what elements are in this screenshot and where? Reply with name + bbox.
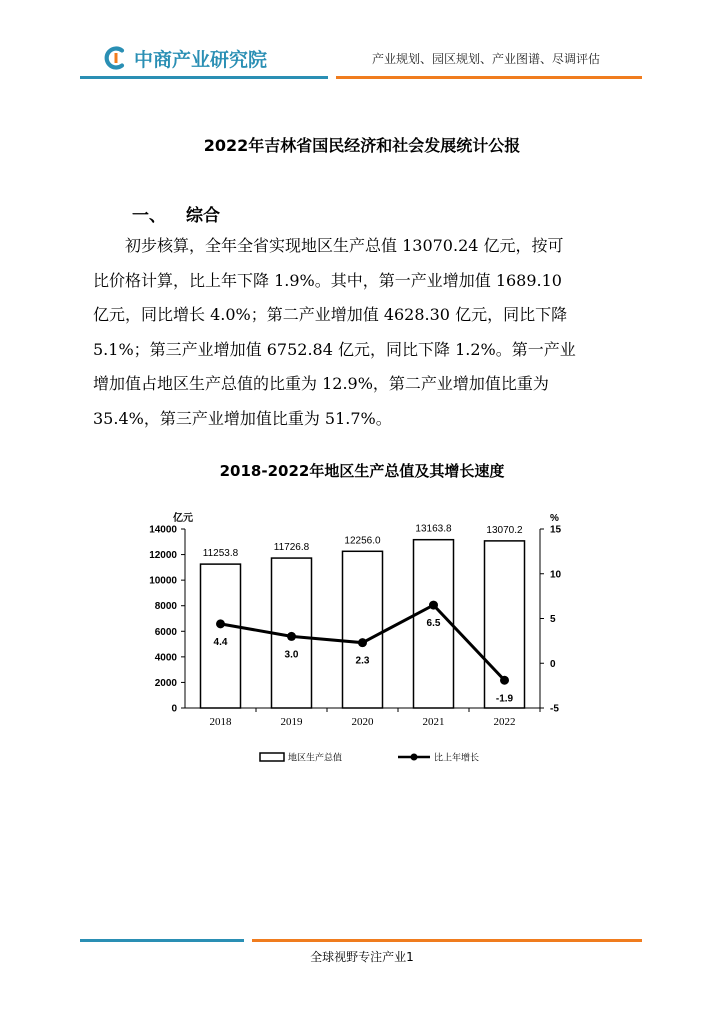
legend-bar-label: 地区生产总值 — [288, 753, 343, 764]
paragraph-line: 初步核算，全年全省实现地区生产总值 13070.24 亿元，按可 — [125, 236, 564, 255]
left-axis-unit: 亿元 — [173, 513, 193, 524]
paragraph-line: 增加值占地区生产总值的比重为 12.9%，第二产业增加值比重为 — [93, 374, 549, 393]
paragraph-line: 35.4%，第三产业增加值比重为 51.7%。 — [93, 408, 392, 428]
gdp-bar-label: 13070.2 — [486, 524, 523, 536]
gdp-bar — [343, 551, 383, 708]
paragraph-line: 比价格计算，比上年下降 1.9%。其中，第一产业增加值 1689.10 — [93, 270, 562, 290]
legend-line-marker — [411, 754, 418, 761]
logo-text: 中商产业研究院 — [134, 48, 268, 71]
section-title: 综合 — [186, 206, 220, 226]
growth-point — [429, 601, 438, 610]
right-tick-label: -5 — [550, 703, 559, 715]
growth-point-label: 6.5 — [426, 618, 441, 630]
footer-divider-blue — [80, 939, 244, 942]
chart-title: 2018-2022年地区生产总值及其增长速度 — [219, 462, 505, 480]
x-tick-label: 2022 — [493, 716, 516, 728]
left-tick-label: 14000 — [149, 524, 177, 536]
legend-bar-swatch — [260, 753, 284, 761]
gdp-chart — [120, 505, 580, 780]
right-tick-label: 15 — [550, 524, 562, 536]
legend-line-label: 比上年增长 — [434, 753, 480, 764]
paragraph-line: 5.1%；第三产业增加值 6752.84 亿元，同比下降 1.2%。第一产业 — [93, 339, 576, 359]
right-axis-unit: % — [550, 513, 559, 524]
left-tick-label: 0 — [171, 703, 177, 715]
document-title: 2022年吉林省国民经济和社会发展统计公报 — [203, 136, 521, 155]
gdp-bar-label: 11253.8 — [202, 548, 239, 560]
footer-divider-orange — [252, 939, 642, 942]
header-tagline: 产业规划、园区规划、产业图谱、尽调评估 — [372, 52, 601, 66]
left-tick-label: 8000 — [154, 601, 177, 613]
growth-point — [358, 638, 367, 647]
section-number: 一、 — [132, 206, 166, 226]
right-tick-label: 0 — [550, 658, 556, 670]
company-logo — [104, 44, 267, 72]
x-tick-label: 2018 — [209, 716, 232, 728]
logo-c-icon — [104, 46, 128, 70]
left-tick-label: 10000 — [149, 575, 177, 587]
left-tick-label: 6000 — [154, 626, 177, 638]
growth-point-label: 2.3 — [355, 655, 370, 667]
header-divider-orange — [336, 76, 642, 79]
left-tick-label: 4000 — [154, 652, 177, 664]
growth-point-label: -1.9 — [495, 693, 514, 705]
summary-paragraph — [93, 229, 645, 436]
growth-point — [500, 676, 509, 685]
x-tick-label: 2020 — [351, 716, 374, 728]
footer-text: 全球视野专注产业1 — [310, 950, 414, 964]
header-divider-blue — [80, 76, 328, 79]
growth-point — [287, 632, 296, 641]
gdp-bar-label: 11726.8 — [273, 542, 310, 554]
growth-point-label: 4.4 — [213, 636, 228, 648]
gdp-bar-label: 13163.8 — [415, 523, 452, 535]
growth-point — [216, 619, 225, 628]
left-tick-label: 12000 — [149, 550, 177, 562]
right-tick-label: 10 — [550, 569, 562, 581]
gdp-bar-label: 12256.0 — [344, 535, 381, 547]
left-tick-label: 2000 — [154, 677, 177, 689]
x-tick-label: 2019 — [280, 716, 303, 728]
x-tick-label: 2021 — [422, 716, 445, 728]
paragraph-line: 亿元，同比增长 4.0%；第二产业增加值 4628.30 亿元，同比下降 — [93, 305, 568, 324]
growth-point-label: 3.0 — [284, 649, 299, 661]
right-tick-label: 5 — [550, 614, 556, 625]
